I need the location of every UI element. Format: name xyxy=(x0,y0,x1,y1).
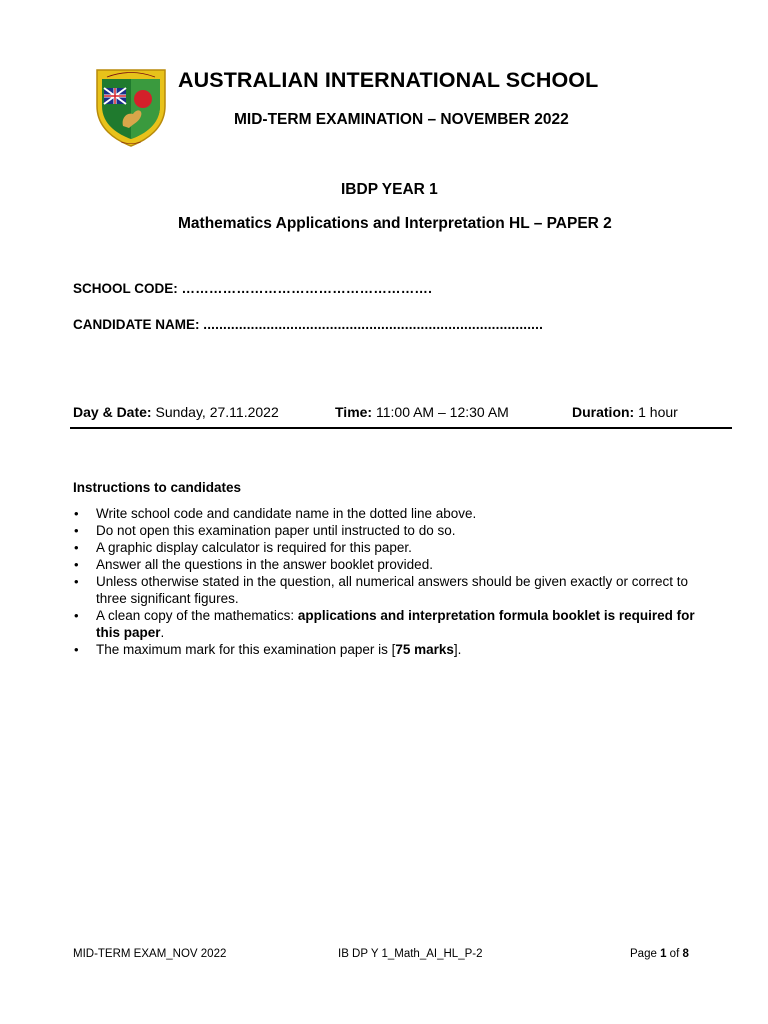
duration-label: Duration: xyxy=(572,404,635,420)
bullet-icon: • xyxy=(74,506,79,521)
candidate-name-field[interactable] xyxy=(73,317,543,332)
bullet-icon: • xyxy=(74,557,79,572)
bullet-icon: • xyxy=(74,540,79,555)
school-code-dotted-line: ………………………………………………. xyxy=(181,281,433,296)
candidate-name-label: CANDIDATE NAME: xyxy=(73,317,200,332)
instruction-item: • Write school code and candidate name in the dotted line above. xyxy=(74,506,477,521)
school-crest-logo xyxy=(93,66,169,148)
time-info xyxy=(335,404,509,420)
footer-exam-label: MID-TERM EXAM_NOV 2022 xyxy=(73,948,227,960)
exam-info-row xyxy=(73,404,733,422)
duration-value: 1 hour xyxy=(638,404,678,420)
day-date-value: Sunday, 27.11.2022 xyxy=(155,404,279,420)
school-code-field[interactable] xyxy=(73,281,432,296)
instruction-item: • A clean copy of the mathematics: applications and interpretation formula booklet is required for this paper. xyxy=(74,608,695,640)
bullet-icon: • xyxy=(74,574,79,589)
footer-page-number: Page 1 of 8 xyxy=(630,948,689,960)
bullet-icon: • xyxy=(74,642,79,657)
school-code-label: SCHOOL CODE: xyxy=(73,281,178,296)
exam-title: MID-TERM EXAMINATION – NOVEMBER 2022 xyxy=(234,111,569,128)
instructions-heading: Instructions to candidates xyxy=(73,480,242,495)
bullet-icon: • xyxy=(74,523,79,538)
instructions-list xyxy=(73,505,713,658)
school-name: AUSTRALIAN INTERNATIONAL SCHOOL xyxy=(178,68,599,92)
instruction-item: • Do not open this examination paper until instructed to do so. xyxy=(74,523,456,538)
header-divider xyxy=(70,427,732,429)
footer-paper-code: IB DP Y 1_Math_AI_HL_P-2 xyxy=(338,948,483,960)
instruction-item: • Answer all the questions in the answer booklet provided. xyxy=(74,557,433,572)
duration-info xyxy=(572,404,678,420)
time-label: Time: xyxy=(335,404,373,420)
instruction-item: • Unless otherwise stated in the question, all numerical answers should be given exactly or correct to three significant figures. xyxy=(74,574,689,606)
bullet-icon: • xyxy=(74,608,79,623)
instruction-item: • The maximum mark for this examination paper is [75 marks]. xyxy=(74,642,462,657)
instruction-item: • A graphic display calculator is required for this paper. xyxy=(74,540,412,555)
candidate-name-dotted-line: ...................................................................................... xyxy=(203,317,544,332)
day-date-info xyxy=(73,404,279,420)
subject-title: Mathematics Applications and Interpretation HL – PAPER 2 xyxy=(178,215,612,232)
day-date-label: Day & Date: xyxy=(73,404,152,420)
time-value: 11:00 AM – 12:30 AM xyxy=(375,404,509,420)
programme-year: IBDP YEAR 1 xyxy=(341,181,438,198)
